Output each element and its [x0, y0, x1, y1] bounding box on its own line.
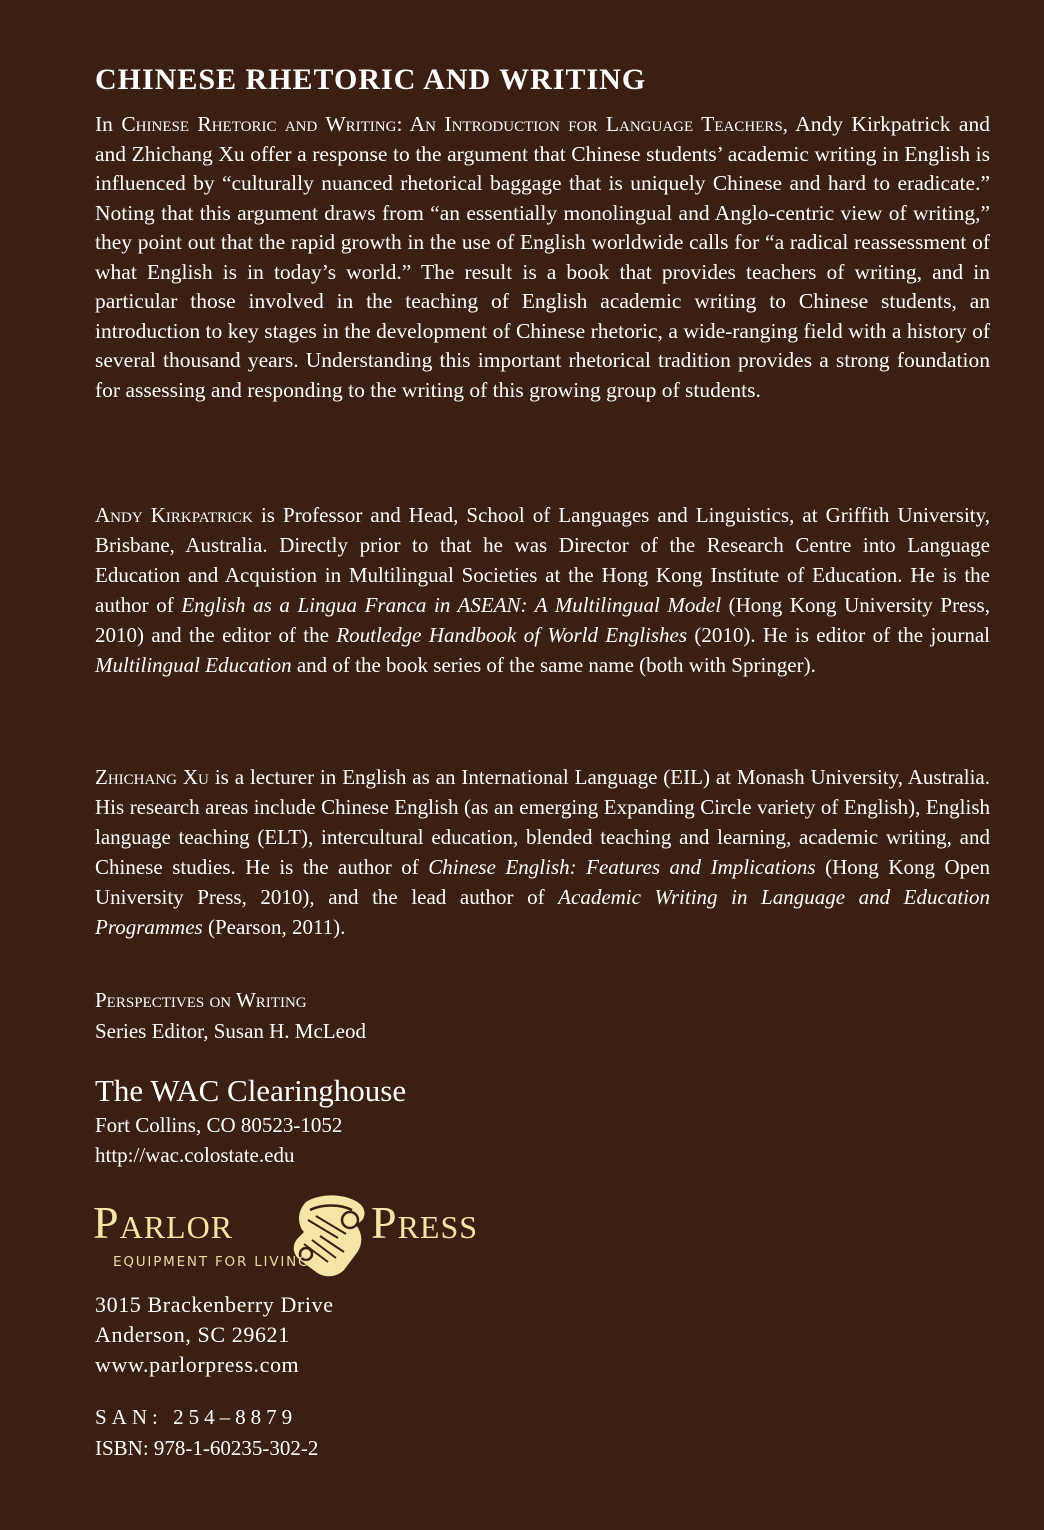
blurb-book-title: Chinese Rhetoric and Writing: An Introduction for Language Teachers: [121, 112, 783, 136]
address-street: 3015 Brackenberry Drive: [95, 1292, 334, 1317]
author-name: Zhichang Xu: [95, 765, 209, 789]
wac-publisher-info: [95, 1072, 406, 1170]
series-editor: Series Editor, Susan H. McLeod: [95, 1019, 366, 1043]
bio-text: (Pearson, 2011).: [202, 915, 346, 939]
parlor-press-address: [95, 1290, 334, 1380]
wac-url: http://wac.colostate.edu: [95, 1143, 295, 1167]
book-description: [95, 110, 990, 405]
bio-book-title: Academic Writing in Language and Education Programmes: [95, 885, 990, 939]
wac-name: The WAC Clearinghouse: [95, 1073, 407, 1108]
bio-journal-title: Multilingual Education: [95, 653, 292, 677]
bio-text: and of the book series of the same name (both with Springer).: [291, 653, 816, 677]
author-bio-xu: [95, 762, 990, 942]
bio-book-title: Routledge Handbook of World Englishes: [336, 623, 688, 647]
address-city: Anderson, SC 29621: [95, 1322, 290, 1347]
blurb-text: , Andy Kirkpatrick and and Zhichang Xu offer a response to the argument that Chinese students’ academic writing in English is influenced by “culturally nuanced rhetorical baggage that is uniquely Chinese and hard to eradicate.” Noting that this argument draws from “an essentially monolingual and Anglo-centric view of writing,” they point out that the rapid growth in the use of English worldwide calls for “a radical reassessment of what English is in today’s world.” The result is a book that provides teachers of writing, and in particular those involved in the teaching of English academic writing to Chinese students, an introduction to key stages in the development of Chinese rhetoric, a wide-ranging field with a history of several thousand years. Understanding this important rhetorical tradition provides a strong foundation for assessing and responding to the writing of this growing group of students.: [95, 112, 990, 402]
book-codes: [95, 1402, 318, 1464]
bio-text: (Hong Kong University Press, 2010) and the editor of the: [95, 593, 990, 647]
logo-tagline: EQUIPMENT FOR LIVING: [113, 1254, 311, 1270]
series-name: Perspectives on Writing: [95, 988, 307, 1012]
isbn-code: ISBN: 978-1-60235-302-2: [95, 1436, 319, 1460]
bio-text: is a lecturer in English as an International Language (EIL) at Monash University, Australia. His research areas include Chinese English (as an emerging Expanding Circle variety of English), English language teaching (ELT), intercultural education, blended teaching and learning, academic writing, and Chinese studies. He is the author of: [95, 765, 990, 879]
logo-word-press: Press: [371, 1197, 479, 1248]
san-code: SAN: 254–8879: [95, 1405, 298, 1429]
bio-text: (Hong Kong Open University Press, 2010), and the lead author of: [95, 855, 990, 909]
wac-city: Fort Collins, CO 80523-1052: [95, 1113, 343, 1137]
parlor-press-logo: [93, 1190, 523, 1282]
logo-word-parlor: Parlor: [93, 1197, 234, 1248]
bio-book-title: English as a Lingua Franca in ASEAN: A Multilingual Model: [181, 593, 722, 617]
address-web: www.parlorpress.com: [95, 1352, 300, 1377]
bio-text: is Professor and Head, School of Languages and Linguistics, at Griffith University, Brisbane, Australia. Directly prior to that he was Director of the Research Centre into Language Education and Acquistion in Multilingual Societies at the Hong Kong Institute of Education. He is the author of: [95, 503, 991, 617]
series-info: [95, 985, 366, 1047]
blurb-intro: In: [95, 112, 122, 136]
bio-text: (2010). He is editor of the journal: [687, 623, 990, 647]
author-name: Andy Kirkpatrick: [95, 503, 253, 527]
book-title: CHINESE RHETORIC AND WRITING: [95, 63, 647, 96]
author-bio-kirkpatrick: [95, 500, 990, 680]
bio-book-title: Chinese English: Features and Implications: [428, 855, 816, 879]
